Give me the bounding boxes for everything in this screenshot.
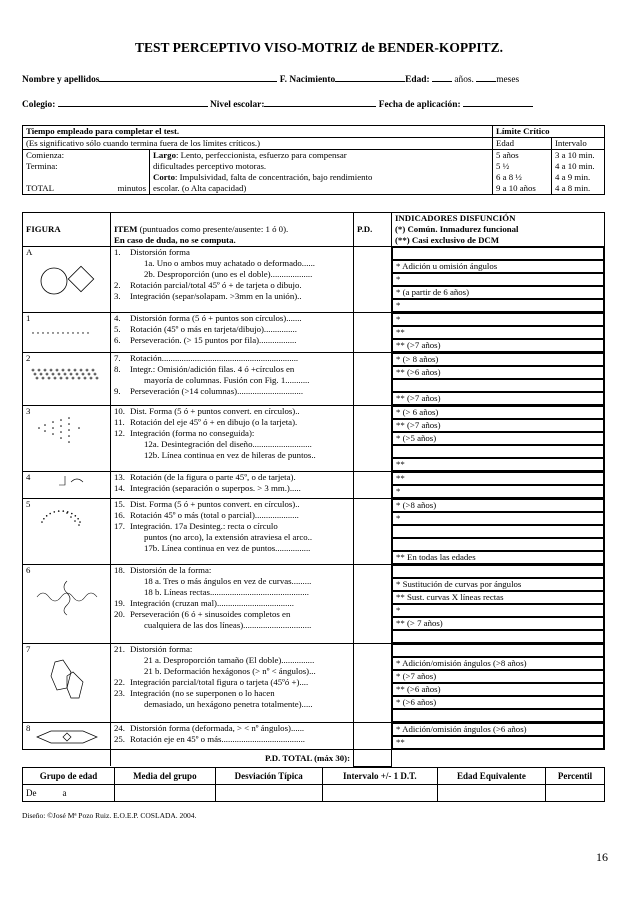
item-line: 9. Perseveración (>14 columnas).............................. bbox=[114, 386, 304, 396]
item-line: 12b. Línea continua en vez de hileras de puntos.. bbox=[144, 450, 316, 460]
item-line: 22. Integración parcial/total figura o tarjeta (45ºó +).... bbox=[114, 677, 309, 687]
pd-cell[interactable] bbox=[354, 406, 392, 472]
pd-header: P.D. bbox=[354, 213, 392, 247]
item-line: 24. Distorsión forma (deformada, > < nº ángulos)...... bbox=[114, 723, 305, 733]
page-number: 16 bbox=[596, 850, 608, 864]
figura-header: FIGURA bbox=[23, 213, 111, 247]
tiempo-interpretation: Largo: Lento, perfeccionista, esfuerzo para compensar dificultades perceptivo motoras. Corto: Impulsividad, falta de concentración, bajo rendimiento escolar. (o Alta capacidad) bbox=[150, 150, 493, 195]
item-cell bbox=[111, 472, 354, 499]
intervalo-header: Intervalo bbox=[552, 138, 605, 150]
colegio-field[interactable] bbox=[58, 98, 208, 107]
indicator-line: * bbox=[392, 512, 604, 525]
indicadores-cell bbox=[392, 723, 605, 750]
pd-cell[interactable] bbox=[354, 472, 392, 499]
indicator-line: * (>7 años) bbox=[392, 670, 604, 683]
table-row bbox=[23, 565, 605, 644]
item-line: 3. Integración (separ/solapam. >3mm en la unión).. bbox=[114, 291, 302, 301]
colegio-label: Colegio bbox=[22, 100, 53, 110]
indicator-line: * (>5 años) bbox=[392, 432, 604, 445]
item-line: 12a. Desintegración del diseño........................... bbox=[144, 439, 312, 449]
table-row bbox=[23, 644, 605, 723]
nacimiento-label: F. Nacimiento bbox=[279, 75, 336, 85]
indicator-line bbox=[392, 445, 604, 458]
limite-critico: Límite Crítico bbox=[493, 126, 605, 138]
indicator-line bbox=[392, 525, 604, 538]
indicadores-cell bbox=[392, 353, 605, 406]
intervalo-cell[interactable] bbox=[322, 785, 437, 802]
scoring-table bbox=[22, 212, 605, 767]
tiempo-subtitle: (Es significativo sólo cuando termina fuera de los límites críticos.) bbox=[23, 138, 493, 150]
item-line: 25. Rotación eje en 45º o más...................................... bbox=[114, 734, 305, 744]
item-line: 1. Distorsión forma bbox=[114, 247, 190, 257]
item-cell bbox=[111, 644, 354, 723]
indicator-line bbox=[392, 247, 604, 260]
item-line: 16. Rotación 45º o más (total o parcial).................... bbox=[114, 510, 299, 520]
item-header: ITEM (puntuados como presente/ausente: 1 ó 0). En caso de duda, no se computa. bbox=[111, 213, 354, 247]
item-line: puntos (no arco), la extensión atraviesa el arco.. bbox=[144, 532, 313, 542]
item-line: 18 a. Tres o más ángulos en vez de curvas......... bbox=[144, 576, 312, 586]
indicator-line: * Sustitución de curvas por ángulos bbox=[392, 578, 604, 591]
indicadores-cell bbox=[392, 313, 605, 353]
figura-cell: 5 bbox=[23, 499, 111, 565]
item-line: mayoría de columnas. Fusión con Fig. 1........... bbox=[144, 375, 310, 385]
figura-cell: 3 bbox=[23, 406, 111, 472]
indicator-line: * bbox=[392, 273, 604, 286]
item-line: 5. Rotación (45º o más en tarjeta/dibujo)............... bbox=[114, 324, 297, 334]
design-credit: Diseño: ©José Mª Pozo Ruiz. E.O.E.P. COSLADA. 2004. bbox=[22, 811, 197, 820]
indicadores-cell bbox=[392, 472, 605, 499]
pd-cell[interactable] bbox=[354, 313, 392, 353]
indicadores-cell bbox=[392, 644, 605, 723]
indicator-line: ** bbox=[392, 326, 604, 339]
summary-header: Edad Equivalente bbox=[437, 768, 545, 785]
nombre-label: Nombre y apellidos bbox=[22, 75, 100, 85]
indicator-line: * bbox=[392, 485, 604, 498]
item-line: 2. Rotación parcial/total 45º ó + de tarjeta o dibujo. bbox=[114, 280, 302, 290]
item-cell bbox=[111, 499, 354, 565]
item-line: 4. Distorsión forma (5 ó + puntos son círculos)....... bbox=[114, 313, 302, 323]
indicator-line: ** bbox=[392, 472, 604, 485]
figura-cell: 4 bbox=[23, 472, 111, 499]
desviacion-cell[interactable] bbox=[215, 785, 322, 802]
tiempo-table bbox=[22, 125, 605, 195]
identification-line-2: Colegio: Nivel escolar: Fecha de aplicación: bbox=[22, 98, 533, 110]
item-cell bbox=[111, 723, 354, 750]
pd-cell[interactable] bbox=[354, 644, 392, 723]
pd-total-label: P.D. TOTAL (máx 30): bbox=[111, 750, 354, 767]
summary-header: Intervalo +/- 1 D.T. bbox=[322, 768, 437, 785]
item-line: 19. Integración (cruzan mal)................................... bbox=[114, 598, 294, 608]
figura-cell: A bbox=[23, 247, 111, 313]
item-line: 21. Distorsión forma: bbox=[114, 644, 193, 654]
indicator-line: ** bbox=[392, 736, 604, 749]
figura-cell: 7 bbox=[23, 644, 111, 723]
indicator-line: ** (>7 años) bbox=[392, 419, 604, 432]
rango-cell: De a bbox=[23, 785, 115, 802]
indicator-line bbox=[392, 644, 604, 657]
edad-value: 5 años bbox=[496, 150, 519, 160]
identification-line-1: Nombre y apellidos F. Nacimiento Edad: años. meses bbox=[22, 75, 520, 85]
intervalo-value: 4 a 9 min. bbox=[555, 172, 591, 182]
item-line: 21 a. Desproporción tamaño (El doble)............... bbox=[144, 655, 315, 665]
item-line: 18. Distorsión de la forma: bbox=[114, 565, 212, 575]
indicator-line: * (> 6 años) bbox=[392, 406, 604, 419]
edad-header: Edad bbox=[493, 138, 552, 150]
item-line: 10. Dist. Forma (5 ó + puntos convert. en círculos).. bbox=[114, 406, 300, 416]
indicator-line: ** En todas las edades bbox=[392, 551, 604, 564]
page-title: TEST PERCEPTIVO VISO-MOTRIZ de BENDER-KOPPITZ. bbox=[135, 40, 503, 55]
item-line: 6. Perseveración. (> 15 puntos por fila)................. bbox=[114, 335, 297, 345]
pd-cell[interactable] bbox=[354, 499, 392, 565]
intervalos-list bbox=[552, 150, 605, 195]
pd-cell[interactable] bbox=[354, 565, 392, 644]
indicadores-cell bbox=[392, 499, 605, 565]
indicadores-cell bbox=[392, 247, 605, 313]
media-cell[interactable] bbox=[115, 785, 216, 802]
figura-cell: 1 bbox=[23, 313, 111, 353]
item-line: 15. Dist. Forma (5 ó + puntos convert. en círculos).. bbox=[114, 499, 300, 509]
nivel-label: Nivel escolar bbox=[210, 100, 262, 110]
table-row bbox=[23, 499, 605, 565]
intervalo-value: 4 a 8 min. bbox=[555, 183, 591, 193]
indicator-line: ** (>6 años) bbox=[392, 366, 604, 379]
summary-header: Media del grupo bbox=[115, 768, 216, 785]
item-line: 20. Perseveración (6 ó + sinusoides completos en bbox=[114, 609, 291, 619]
indicator-line: * Adición u omisión ángulos bbox=[392, 260, 604, 273]
indicator-line: * bbox=[392, 604, 604, 617]
nivel-field[interactable] bbox=[264, 98, 376, 107]
fecha-label: Fecha de aplicación bbox=[378, 100, 458, 110]
indicator-line: * Adición/omisión ángulos (>8 años) bbox=[392, 657, 604, 670]
indicadores-cell bbox=[392, 406, 605, 472]
indicator-line: ** (>7 años) bbox=[392, 392, 604, 405]
indicator-line: ** Sust. curvas X líneas rectas bbox=[392, 591, 604, 604]
intervalo-value: 4 a 10 min. bbox=[555, 161, 595, 171]
item-cell bbox=[111, 565, 354, 644]
item-line: 23. Integración (no se superponen o lo hacen bbox=[114, 688, 275, 698]
edad-anos-label: años. bbox=[454, 75, 474, 85]
indicator-line: ** bbox=[392, 458, 604, 471]
item-cell bbox=[111, 353, 354, 406]
item-line: cualquiera de las dos líneas)............................... bbox=[144, 620, 312, 630]
indicator-line: ** (> 7 años) bbox=[392, 617, 604, 630]
fecha-field[interactable] bbox=[463, 98, 533, 107]
indicator-line: * Adición/omisión ángulos (>6 años) bbox=[392, 723, 604, 736]
item-cell bbox=[111, 247, 354, 313]
indicator-line bbox=[392, 379, 604, 392]
item-line: 7. Rotación.............................................................. bbox=[114, 353, 299, 363]
summary-header: Desviación Típica bbox=[215, 768, 322, 785]
pd-cell[interactable] bbox=[354, 723, 392, 750]
summary-table bbox=[22, 767, 605, 802]
item-line: 13. Rotación (de la figura o parte 45º, o de tarjeta). bbox=[114, 472, 296, 482]
indicator-line bbox=[392, 709, 604, 722]
edad-value: 6 a 8 ½ bbox=[496, 172, 522, 182]
edad-meses-field[interactable] bbox=[476, 73, 496, 82]
item-line: 8. Integr.: Omisión/adición filas. 4 ó +círculos en bbox=[114, 364, 295, 374]
table-row bbox=[23, 247, 605, 313]
item-line: 11. Rotación del eje 45º ó + en dibujo (o la tarjeta). bbox=[114, 417, 298, 427]
table-row bbox=[23, 313, 605, 353]
item-line: 17b. Línea continua en vez de puntos................ bbox=[144, 543, 311, 553]
indicadores-header: INDICADORES DISFUNCIÓN (*) Común. Inmadurez funcional (**) Casi exclusivo de DCM bbox=[392, 213, 605, 247]
item-line: 21 b. Deformación hexágonos (> nº < ángulos)... bbox=[144, 666, 316, 676]
indicator-line: * (>6 años) bbox=[392, 696, 604, 709]
edad-meses-label: meses bbox=[496, 75, 520, 85]
edad-value: 9 a 10 años bbox=[496, 183, 536, 193]
indicator-line: ** (>6 años) bbox=[392, 683, 604, 696]
figura-cell: 6 bbox=[23, 565, 111, 644]
figura-cell: 2 bbox=[23, 353, 111, 406]
table-row bbox=[23, 406, 605, 472]
tiempo-title-cell: Tiempo empleado para completar el test. bbox=[23, 126, 493, 138]
indicadores-cell bbox=[392, 565, 605, 644]
item-line: 1a. Uno o ambos muy achatado o deformado...... bbox=[144, 258, 316, 268]
table-row bbox=[23, 353, 605, 406]
item-cell bbox=[111, 313, 354, 353]
summary-header: Grupo de edad bbox=[23, 768, 115, 785]
table-row bbox=[23, 472, 605, 499]
indicator-line: * (a partir de 6 años) bbox=[392, 286, 604, 299]
nombre-field[interactable] bbox=[99, 73, 277, 82]
indicator-line: * bbox=[392, 299, 604, 312]
nacimiento-field[interactable] bbox=[335, 73, 405, 82]
figura-cell: 8 bbox=[23, 723, 111, 750]
item-line: 2b. Desproporción (uno es el doble)................... bbox=[144, 269, 313, 279]
item-line: 17. Integración. 17a Desinteg.: recta o círculo bbox=[114, 521, 278, 531]
pd-cell[interactable] bbox=[354, 353, 392, 406]
indicator-line bbox=[392, 630, 604, 643]
item-line: 14. Integración (separación o superpos. > 3 mm.)..... bbox=[114, 483, 301, 493]
intervalo-value: 3 a 10 min. bbox=[555, 150, 595, 160]
indicator-line: * (> 8 años) bbox=[392, 353, 604, 366]
edad-anos-field[interactable] bbox=[432, 73, 452, 82]
indicator-line: * bbox=[392, 313, 604, 326]
indicator-line: * (>8 años) bbox=[392, 499, 604, 512]
tiempo-times: Comienza: Termina: TOTAL minutos bbox=[23, 150, 150, 195]
edades-list bbox=[493, 150, 552, 195]
percentil-cell[interactable] bbox=[546, 785, 605, 802]
edad-equivalente-cell[interactable] bbox=[437, 785, 545, 802]
indicator-line: ** (>7 años) bbox=[392, 339, 604, 352]
item-line: 12. Integración (forma no conseguida): bbox=[114, 428, 255, 438]
edad-value: 5 ½ bbox=[496, 161, 510, 171]
summary-header: Percentil bbox=[546, 768, 605, 785]
item-line: demasiado, un hexágono penetra totalmente)..... bbox=[144, 699, 313, 709]
indicator-line bbox=[392, 565, 604, 578]
pd-cell[interactable] bbox=[354, 247, 392, 313]
table-row bbox=[23, 723, 605, 750]
pd-total-box[interactable] bbox=[354, 750, 392, 767]
item-line: 18 b. Líneas rectas............................................. bbox=[144, 587, 309, 597]
item-cell bbox=[111, 406, 354, 472]
edad-label: Edad bbox=[405, 75, 427, 85]
indicator-line bbox=[392, 538, 604, 551]
